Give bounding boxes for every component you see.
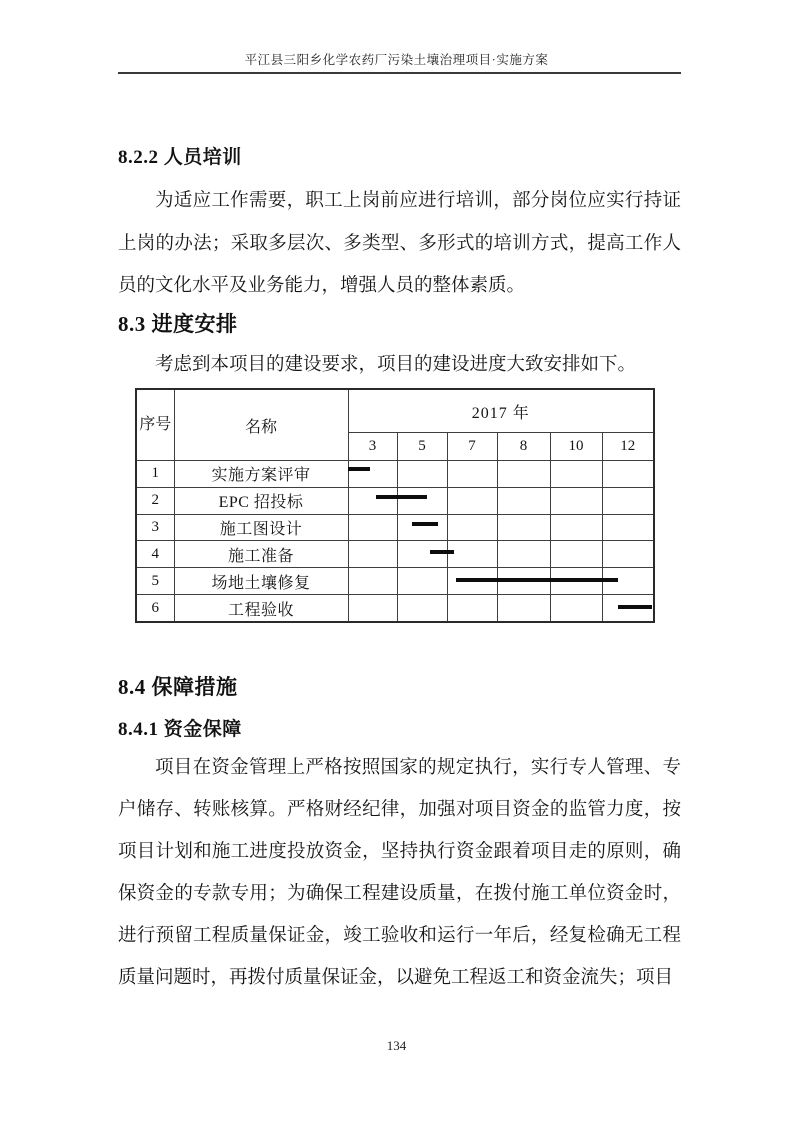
row-task-name: EPC 招投标 <box>174 487 348 514</box>
row-task-name: 施工准备 <box>174 541 348 568</box>
row-seq: 5 <box>136 568 174 595</box>
row-task-name: 工程验收 <box>174 595 348 622</box>
schedule-table-wrap <box>135 388 653 623</box>
page-number: 134 <box>386 1038 407 1053</box>
table-row <box>136 461 654 488</box>
month-header: 12 <box>602 433 654 461</box>
month-header: 8 <box>497 433 550 461</box>
heading-8-2-2: 8.2.2 人员培训 <box>118 147 242 168</box>
col-header-name: 名称 <box>174 389 348 461</box>
row-seq: 2 <box>136 487 174 514</box>
paragraph-8-4-1: 项目在资金管理上严格按照国家的规定执行，实行专人管理、专户储存、转账核算。严格财经纪律，加强对项目资金的监管力度，按项目计划和施工进度投放资金，坚持执行资金跟着项目走的原则，确保资金的专款专用；为确保工程建设质量，在拨付施工单位资金时，进行预留工程质量保证金，竣工验收和运行一年后，经复检确无工程质量问题时，再拨付质量保证金，以避免工程返工和资金流失；项目 <box>118 758 681 988</box>
month-header: 5 <box>397 433 447 461</box>
header-rule <box>118 72 681 74</box>
table-header-row <box>136 389 654 433</box>
paragraph-8-2-2: 为适应工作需要，职工上岗前应进行培训，部分岗位应实行持证上岗的办法；采取多层次、多类型、多形式的培训方式，提高工作人员的文化水平及业务能力，增强人员的整体素质。 <box>118 191 681 296</box>
table-row <box>136 487 654 514</box>
col-header-year: 2017 年 <box>348 389 654 433</box>
heading-8-3: 8.3 进度安排 <box>118 312 238 336</box>
table-row <box>136 595 654 622</box>
table-row <box>136 568 654 595</box>
month-header: 7 <box>447 433 497 461</box>
schedule-table <box>135 388 655 623</box>
page-header-title: 平江县三阳乡化学农药厂污染土壤治理项目·实施方案 <box>244 53 549 67</box>
paragraph-8-3: 考虑到本项目的建设要求，项目的建设进度大致安排如下。 <box>155 355 637 375</box>
row-seq: 1 <box>136 461 174 488</box>
row-task-name: 场地土壤修复 <box>174 568 348 595</box>
row-seq: 3 <box>136 514 174 541</box>
col-header-seq: 序号 <box>136 389 174 461</box>
row-seq: 6 <box>136 595 174 622</box>
table-row <box>136 541 654 568</box>
heading-8-4-1: 8.4.1 资金保障 <box>118 719 242 740</box>
row-task-name: 实施方案评审 <box>174 461 348 488</box>
row-task-name: 施工图设计 <box>174 514 348 541</box>
month-header: 10 <box>550 433 602 461</box>
row-seq: 4 <box>136 541 174 568</box>
month-header: 3 <box>348 433 397 461</box>
heading-8-4: 8.4 保障措施 <box>118 675 238 699</box>
table-row <box>136 514 654 541</box>
